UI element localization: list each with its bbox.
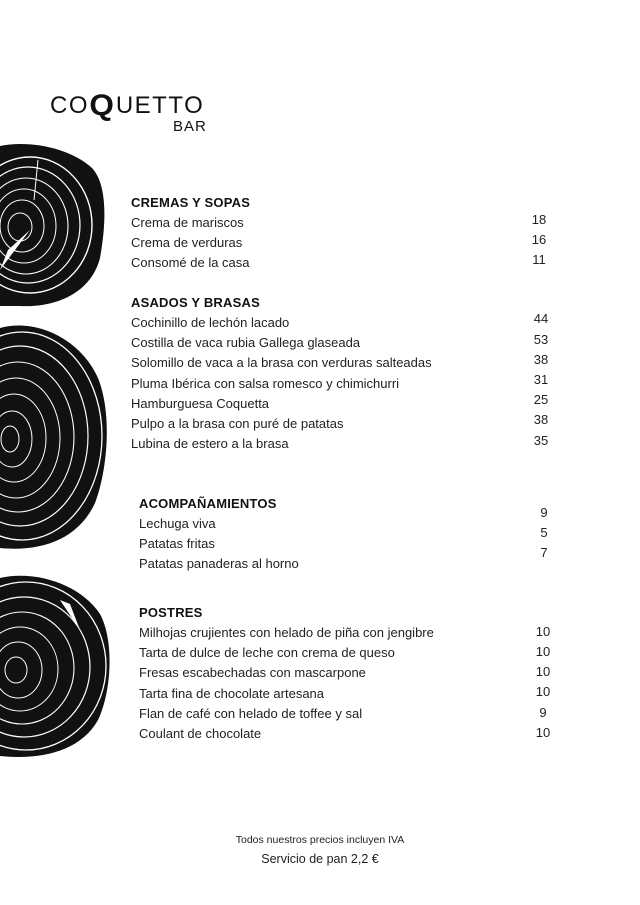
section-asados-y-brasas	[131, 293, 551, 454]
brand-sub: BAR	[173, 118, 207, 135]
item-price: 9	[539, 705, 547, 720]
item-name: Tarta fina de chocolate artesana	[139, 685, 325, 701]
item-price: 10	[535, 664, 551, 679]
item-name: Solomillo de vaca a la brasa con verduras salteadas	[131, 355, 432, 371]
menu-item	[131, 434, 551, 454]
menu-item	[131, 333, 551, 353]
menu-item	[131, 313, 551, 333]
brand-name-q: Q	[89, 89, 116, 122]
item-price: 38	[533, 352, 549, 367]
item-name: Consomé de la casa	[131, 255, 250, 271]
item-price: 53	[533, 332, 549, 347]
item-name: Patatas fritas	[139, 536, 215, 552]
wood-slice-middle-icon	[0, 318, 110, 553]
brand-name	[50, 89, 220, 122]
menu-item	[131, 414, 551, 434]
item-price: 7	[540, 545, 548, 560]
menu-item	[131, 394, 551, 414]
footer-bread-service: Servicio de pan 2,2 €	[261, 852, 379, 866]
section-title: ASADOS Y BRASAS	[131, 295, 260, 310]
item-price: 11	[532, 252, 546, 267]
item-name: Patatas panaderas al horno	[139, 556, 299, 572]
item-price: 18	[531, 212, 547, 227]
footer-iva-note: Todos nuestros precios incluyen IVA	[235, 834, 405, 846]
menu-item	[131, 213, 551, 233]
wood-slice-bottom-icon	[0, 570, 115, 760]
brand-logo	[50, 89, 220, 135]
section-acompanamientos	[139, 494, 559, 575]
item-name: Milhojas crujientes con helado de piña con jengibre	[139, 625, 434, 640]
item-name: Pulpo a la brasa con puré de patatas	[131, 415, 344, 431]
item-price: 10	[535, 684, 551, 699]
menu-item	[139, 534, 559, 554]
item-name: Fresas escabechadas con mascarpone	[139, 665, 366, 681]
menu-item	[139, 643, 559, 663]
item-name: Coulant de chocolate	[139, 725, 262, 741]
section-title: CREMAS Y SOPAS	[131, 195, 251, 210]
menu-item	[139, 724, 559, 744]
section-title: ACOMPAÑAMIENTOS	[139, 496, 277, 511]
item-price: 10	[535, 624, 551, 639]
menu-item	[131, 233, 551, 253]
wood-slice-top-icon	[0, 140, 110, 310]
item-name: Pluma Ibérica con salsa romesco y chimichurri	[131, 375, 400, 391]
brand-name-part2: UETTO	[115, 92, 205, 119]
section-postres	[139, 603, 559, 744]
section-cremas-y-sopas	[131, 193, 551, 274]
item-name: Cochinillo de lechón lacado	[131, 315, 290, 330]
item-price: 35	[533, 433, 549, 448]
item-name: Crema de mariscos	[131, 215, 244, 230]
menu-item	[131, 374, 551, 394]
item-name: Tarta de dulce de leche con crema de queso	[139, 645, 395, 661]
item-price: 25	[533, 392, 549, 407]
item-name: Flan de café con helado de toffee y sal	[139, 705, 363, 721]
item-name: Costilla de vaca rubia Gallega glaseada	[131, 335, 361, 351]
menu-item	[139, 554, 559, 574]
menu-item	[139, 514, 559, 534]
menu-item	[139, 623, 559, 643]
item-price: 9	[540, 505, 548, 520]
item-price: 44	[533, 311, 549, 326]
item-price: 5	[540, 525, 548, 540]
item-name: Crema de verduras	[131, 235, 243, 251]
item-name: Lubina de estero a la brasa	[131, 436, 289, 452]
item-price: 31	[533, 372, 549, 387]
item-price: 38	[533, 412, 549, 427]
menu-item	[139, 704, 559, 724]
menu-item	[139, 684, 559, 704]
item-name: Hamburguesa Coquetta	[131, 395, 270, 411]
menu-item	[131, 253, 551, 273]
item-name: Lechuga viva	[139, 516, 216, 531]
menu-item	[131, 353, 551, 373]
item-price: 10	[535, 644, 551, 659]
menu-item	[139, 663, 559, 683]
section-title: POSTRES	[139, 605, 203, 620]
item-price: 16	[531, 232, 547, 247]
item-price: 10	[535, 725, 551, 740]
brand-name-part1: CO	[50, 92, 89, 119]
